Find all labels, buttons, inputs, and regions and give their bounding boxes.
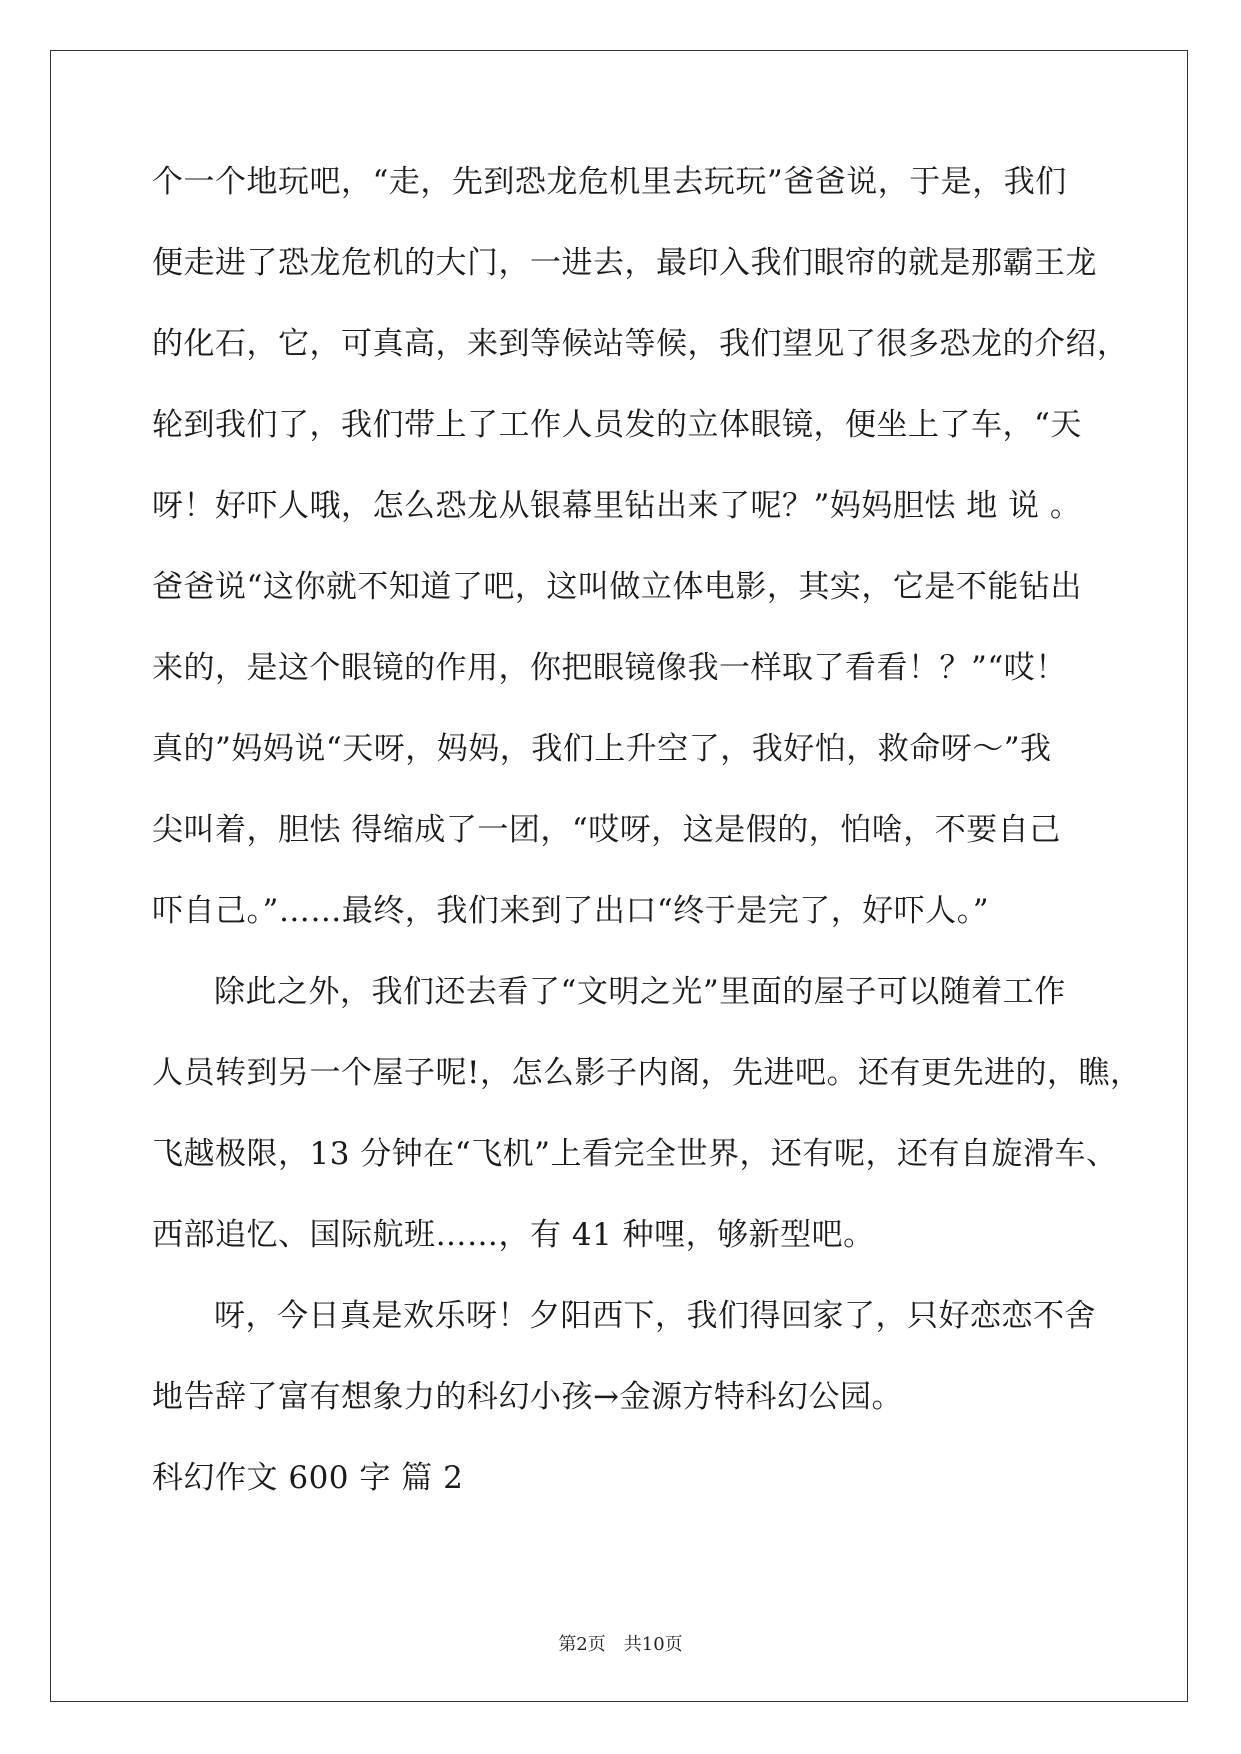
text-line: 便走进了恐龙危机的大门，一进去，最印入我们眼帘的就是那霸王龙 — [152, 245, 1097, 281]
text-line: 的化石，它，可真高，来到等候站等候，我们望见了很多恐龙的介绍， — [152, 326, 1129, 362]
paragraph-start-line: 除此之外，我们还去看了“文明之光”里面的屋子可以随着工作 — [214, 974, 1066, 1010]
text-line: 尖叫着，胆怯 得缩成了一团，“哎呀，这是假的，怕啥，不要自己 — [152, 812, 1061, 848]
text-line: 来的，是这个眼镜的作用，你把眼镜像我一样取了看看！？”“哎！ — [152, 650, 1067, 686]
text-line: 飞越极限，13 分钟在“飞机”上看完全世界，还有呢，还有自旋滑车、 — [152, 1136, 1118, 1172]
text-line: 人员转到另一个屋子呢!，怎么影子内阁，先进吧。还有更先进的，瞧， — [152, 1055, 1142, 1091]
text-line: 西部追忆、国际航班……，有 41 种哩，够新型吧。 — [152, 1217, 875, 1253]
text-line: 吓自己。”……最终，我们来到了出口“终于是完了，好吓人。” — [152, 893, 990, 929]
text-line: 真的”妈妈说“天呀，妈妈，我们上升空了，我好怕，救命呀～”我 — [152, 731, 1052, 767]
text-line: 爸爸说“这你就不知道了吧，这叫做立体电影，其实，它是不能钻出 — [152, 569, 1082, 605]
page-footer — [0, 1630, 1241, 1656]
paragraph-start-line: 呀，今日真是欢乐呀！夕阳西下，我们得回家了，只好恋恋不舍 — [214, 1298, 1096, 1334]
text-line: 呀！好吓人哦，怎么恐龙从银幕里钻出来了呢？”妈妈胆怯 地 说 。 — [152, 488, 1082, 524]
text-line: 个一个地玩吧，“走，先到恐龙危机里去玩玩”爸爸说，于是，我们 — [152, 164, 1067, 200]
page-number-current: 第2页 — [558, 1634, 606, 1655]
page-number-total: 共10页 — [623, 1634, 683, 1655]
section-heading: 科幻作文 600 字 篇 2 — [152, 1460, 464, 1496]
document-body — [152, 162, 1142, 1539]
text-line: 轮到我们了，我们带上了工作人员发的立体眼镜，便坐上了车，“天 — [152, 407, 1082, 443]
text-line: 地告辞了富有想象力的科幻小孩→金源方特科幻公园。 — [152, 1379, 903, 1415]
